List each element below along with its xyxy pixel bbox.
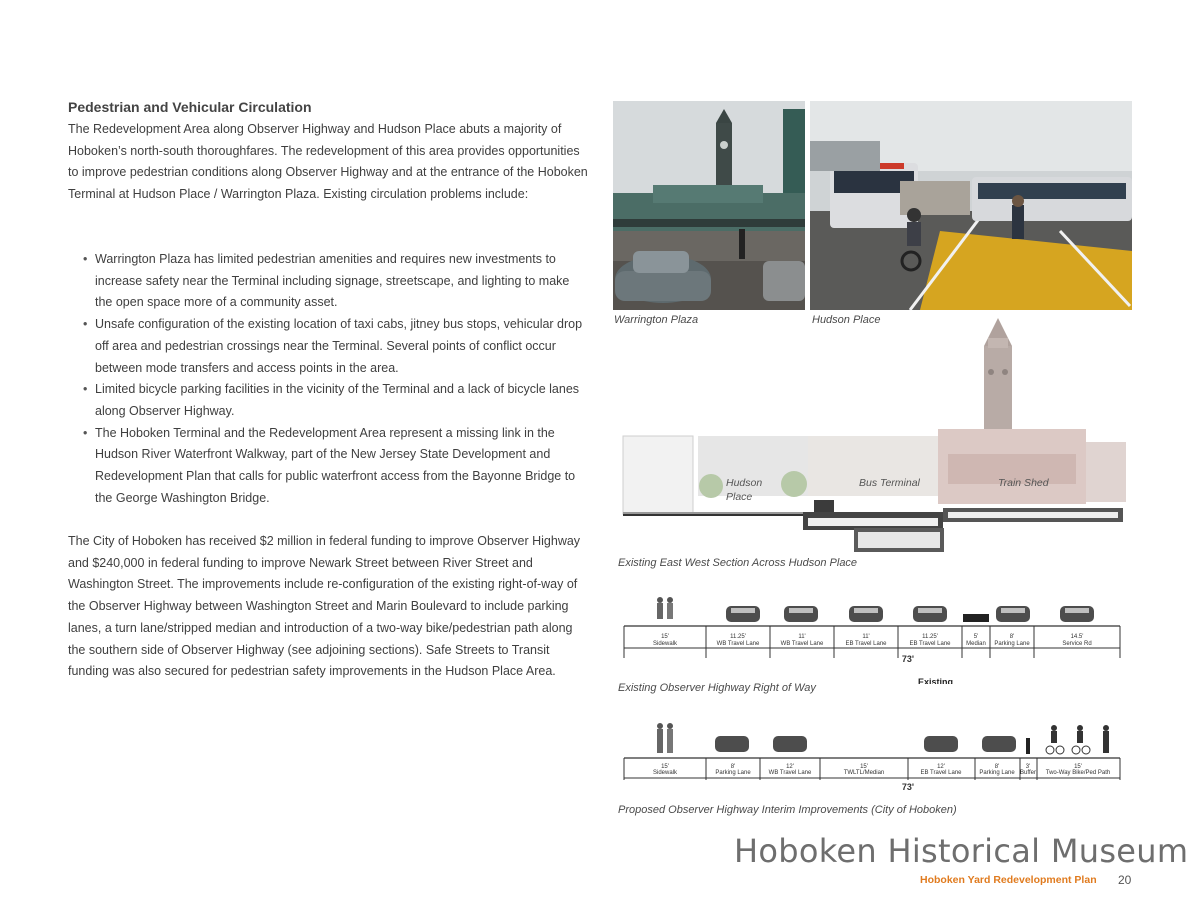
- existing-width-label: 11.25': [922, 634, 938, 640]
- plan-title: Hoboken Yard Redevelopment Plan: [920, 874, 1097, 886]
- pedestrian-figures-icon: [657, 723, 673, 753]
- proposed-width-label: 15': [661, 764, 669, 770]
- warrington-plaza-caption: Warrington Plaza: [614, 314, 699, 326]
- proposed-lane-label: Buffer: [1020, 770, 1036, 776]
- page-number: 20: [1118, 873, 1132, 887]
- pedestrian-figures-icon: [657, 597, 673, 619]
- existing-width-label: 8': [1009, 634, 1015, 640]
- proposed-width-label: 15': [860, 764, 868, 770]
- cyclist-figures-icon: [1046, 725, 1109, 754]
- existing-overlap-text: Existing: [918, 677, 954, 684]
- proposed-lane-label: TWLTL/Median: [843, 770, 885, 776]
- warrington-plaza-photo: [613, 101, 805, 310]
- hudson-place-section-label: Hudson: [726, 477, 763, 489]
- existing-row-section: [620, 592, 1130, 684]
- proposed-width-label: 12': [937, 764, 945, 770]
- hudson-place-section-label-line2: Place: [726, 491, 753, 503]
- proposed-lane-label: Parking Lane: [715, 770, 751, 776]
- proposed-lane-label: Parking Lane: [979, 770, 1015, 776]
- east-west-section-caption: Existing East West Section Across Hudson Place: [618, 557, 858, 569]
- existing-lane-label: Parking Lane: [994, 641, 1030, 647]
- proposed-lane-label: EB Travel Lane: [920, 770, 962, 776]
- proposed-lane-label: Sidewalk: [652, 770, 678, 776]
- existing-lane-label: Sidewalk: [652, 641, 678, 647]
- existing-lane-label: EB Travel Lane: [909, 641, 951, 647]
- proposed-row-section: [620, 718, 1130, 798]
- east-west-section-drawing: [618, 314, 1166, 554]
- existing-lane-label: WB Travel Lane: [780, 641, 824, 647]
- existing-total-width: 73': [901, 654, 915, 664]
- proposed-lane-label: WB Travel Lane: [768, 770, 812, 776]
- list-item: • Unsafe configuration of the existing location of taxi cabs, jitney bus stops, vehicular drop off area and pedestrian crossings near the Terminal. Several points of conflict occur between mode transfers and access points in the area.: [68, 314, 590, 379]
- hudson-place-caption: Hudson Place: [812, 314, 881, 326]
- hudson-place-photo: [810, 101, 1132, 310]
- existing-width-label: 11': [862, 634, 870, 640]
- existing-width-label: 11.25': [730, 634, 746, 640]
- section-heading: Pedestrian and Vehicular Circulation: [68, 99, 312, 115]
- proposed-width-label: 15': [1074, 764, 1082, 770]
- proposed-total-width: 73': [901, 782, 915, 792]
- funding-paragraph: The City of Hoboken has received $2 million in federal funding to improve Observer Highway and $240,000 in federal funding to improve Newark Street between River Street and Washington Street. The improvements include re-configuration of the existing right-of-way of the Observer Highway between Washington Street and Marin Boulevard to include parking lanes, a turn lane/stripped median and introduction of a two-way bike/pedestrian path along the southern side of Observer Highway (see adjoining sections). Safe Streets to Transit funding was also secured for pedestrian safety improvements in the Hudson Place Area.: [68, 534, 581, 679]
- train-shed-label: Train Shed: [998, 477, 1049, 489]
- proposed-width-label: 12': [786, 764, 794, 770]
- proposed-width-label: 8': [994, 764, 1000, 770]
- circulation-problems-list: [68, 249, 590, 509]
- existing-lane-label: EB Travel Lane: [845, 641, 887, 647]
- bus-terminal-label: Bus Terminal: [859, 477, 920, 489]
- proposed-width-label: 8': [730, 764, 736, 770]
- existing-lane-label: Service Rd: [1062, 641, 1092, 647]
- existing-row-caption: Existing Observer Highway Right of Way: [618, 682, 816, 694]
- existing-lane-label: WB Travel Lane: [716, 641, 760, 647]
- list-item: • Warrington Plaza has limited pedestrian amenities and requires new investments to increase safety near the Terminal including signage, streetscape, and lighting to make the open space more of a community asset.: [68, 249, 590, 314]
- list-item: • The Hoboken Terminal and the Redevelopment Area represent a missing link in the Hudson River Waterfront Walkway, part of the New Jersey State Development and Redevelopment Plan that calls for public waterfront access from the Bayonne Bridge to the George Washington Bridge.: [68, 423, 590, 510]
- proposed-row-caption: Proposed Observer Highway Interim Improvements (City of Hoboken): [618, 804, 957, 816]
- proposed-width-label: 3': [1025, 764, 1031, 770]
- proposed-lane-label: Two-Way Bike/Ped Path: [1045, 770, 1111, 776]
- existing-width-label: 15': [661, 634, 669, 640]
- list-item: • Limited bicycle parking facilities in the vicinity of the Terminal and a lack of bicycle lanes along Observer Highway.: [68, 379, 590, 422]
- existing-lane-label: Median: [966, 641, 986, 647]
- museum-watermark: Hoboken Historical Museum: [734, 832, 1189, 870]
- intro-paragraph: The Redevelopment Area along Observer Highway and Hudson Place abuts a majority of Hoboken’s north-south thoroughfares. The redevelopment of this area provides opportunities to improve pedestrian conditions along Observer Highway and at the entrance of the Hoboken Terminal at Hudson Place / Warrington Plaza. Existing circulation problems include:: [68, 122, 588, 202]
- existing-width-label: 5': [973, 634, 979, 640]
- existing-width-label: 14.5': [1070, 634, 1084, 640]
- existing-width-label: 11': [798, 634, 806, 640]
